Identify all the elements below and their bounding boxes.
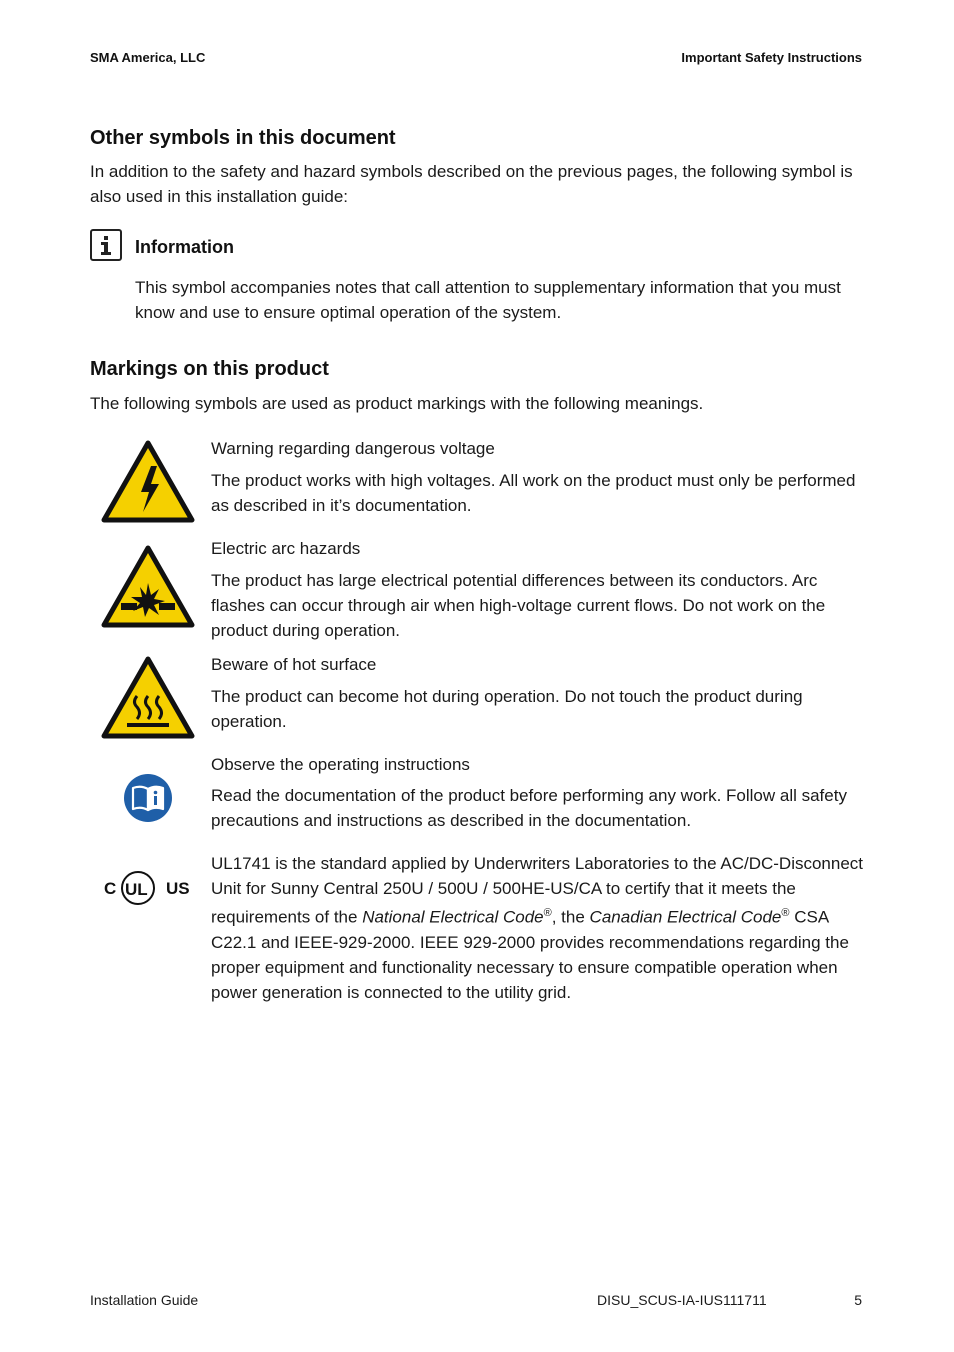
ul-logo-ul: UL xyxy=(125,880,148,899)
ul-logo-c: C xyxy=(104,879,117,898)
ul-text-2: , the xyxy=(551,907,590,927)
ul-reg-mark-1: ® xyxy=(543,907,552,919)
marking-description: The product can become hot during operation. Do not touch the product during operation. xyxy=(211,687,803,731)
ul-reg-mark-2: ® xyxy=(781,907,790,919)
marking-description: The product works with high voltages. All work on the product must only be performed as described in it’s documentation. xyxy=(211,471,856,515)
marking-title: Warning regarding dangerous voltage xyxy=(211,439,495,458)
ul-listing-mark-icon xyxy=(103,868,193,908)
ul-cec-title: Canadian Electrical Code xyxy=(589,907,782,927)
ul-text-1: UL1741 is the standard applied by Underwriters Laboratories to the AC/DC-Disconnect Unit for Sunny Central 250U / 500U / 500HE-US/CA to certify that it meets the requirements of the xyxy=(211,854,864,927)
footer-document-id: DISU_SCUS-IA-IUS111711 xyxy=(597,1292,767,1308)
other-symbols-intro: In addition to the safety and hazard symbols described on the previous pages, the following symbol is also used in this installation guide: xyxy=(90,162,853,206)
page-number: 5 xyxy=(854,1292,862,1308)
ul-description xyxy=(211,851,866,1005)
marking-description: Read the documentation of the product before performing any work. Follow all safety precautions and instructions as described in the documentation. xyxy=(211,786,847,830)
hot-surface-icon xyxy=(101,656,195,740)
dangerous-voltage-icon xyxy=(101,440,195,524)
other-symbols-heading: Other symbols in this document xyxy=(90,127,396,149)
operating-instructions-icon xyxy=(123,773,173,823)
marking-title: Electric arc hazards xyxy=(211,539,361,558)
header-section-title: Important Safety Instructions xyxy=(681,50,862,65)
information-icon xyxy=(90,229,122,261)
ul-text-3: CSA C22.1 and IEEE-929-2000. IEEE 929-2000 provides recommendations regarding the proper equipment and functionality necessary to ensure compatible operation when power generation is connected to the utility grid. xyxy=(211,907,849,1002)
footer-document-type: Installation Guide xyxy=(90,1292,199,1308)
marking-title: Beware of hot surface xyxy=(211,655,377,674)
markings-intro: The following symbols are used as product markings with the following meanings. xyxy=(90,394,704,413)
ul-logo-us: US xyxy=(166,879,190,898)
markings-heading: Markings on this product xyxy=(90,358,329,380)
information-label: Information xyxy=(135,237,234,257)
marking-description: The product has large electrical potential differences between its conductors. Arc flashes can occur through air when high-voltage current flows. Do not work on the product during operation. xyxy=(211,571,826,640)
information-text: This symbol accompanies notes that call attention to supplementary information that you must know and use to ensure optimal operation of the system. xyxy=(135,278,841,322)
header-company: SMA America, LLC xyxy=(90,50,206,65)
marking-title: Observe the operating instructions xyxy=(211,755,470,774)
electric-arc-icon xyxy=(101,545,195,629)
ul-nec-title: National Electrical Code xyxy=(362,907,544,927)
